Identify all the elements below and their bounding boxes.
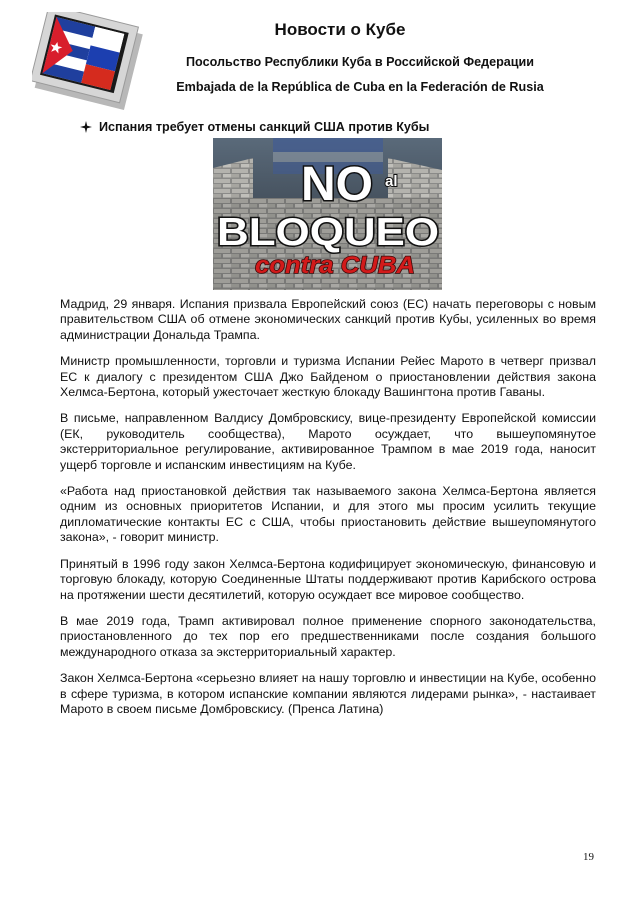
headline-text: Испания требует отмены санкций США против Кубы [99, 120, 430, 134]
banner-contra-cuba-text: contra CUBA [255, 252, 415, 279]
paragraph: Министр промышленности, торговли и туризма Испании Рейес Марото в четверг призвал ЕС к диалогу с президентом США Джо Байденом о приостановлении действия закона Хелмса-Бертона, который ужесточает жесткую блокаду Вашингтона против Гаваны. [60, 354, 596, 400]
banner-no-text: NO [301, 158, 373, 211]
banner-al-text: al [385, 173, 398, 190]
flags-logo [32, 12, 144, 116]
page-title: Новости о Кубе [274, 20, 406, 39]
paragraph: Закон Хелмса-Бертона «серьезно влияет на нашу торговлю и инвестиции на Кубе, особенно в сфере туризма, в котором испанские компании являются лидерами рынка», - настаивает Марото в своем письме Домбровскису. (Пренса Латина) [60, 671, 596, 716]
paragraph: В мае 2019 года, Трамп активировал полное применение спорного законодательства, приостановленного до тех пор его предшественниками после создания большого международного отказа за экстерриториальный характер. [60, 613, 596, 659]
article-body [60, 297, 596, 728]
no-al-bloqueo-banner [213, 138, 442, 290]
banner-bloqueo-text: BLOQUEO [217, 211, 439, 254]
diamond-bullet-icon [80, 121, 92, 133]
paragraph: Принятый в 1996 году закон Хелмса-Бертона кодифицирует экономическую, финансовую и торговую блокаду, которую Соединенные Штаты поддерживают против Карибского острова на протяжении шести десятилетий, которую осуждает все мировое сообщество. [60, 556, 596, 602]
page-number: 19 [583, 851, 594, 863]
paragraph: В письме, направленном Валдису Домбровскису, вице-президенту Европейской комиссии (ЕК, руководитель сообщества), Марото осуждает, что вышеупомянутое экстерриториальное регулирование, активированное Трампом в мае 2019 года, наносит ущерб торговле и испанским инвестициям на Кубе. [60, 411, 596, 472]
article-headline [80, 120, 429, 134]
embassy-name-ru: Посольство Республики Куба в Российской Федерации [186, 55, 534, 69]
paragraph: «Работа над приостановкой действия так называемого закона Хелмса-Бертона является одним из основных приоритетов Испании, и для этого мы просим усилить текущие дипломатические контакты ЕС с США, чтобы приостановить действие вышеупомянутого закона», - говорит министр. [60, 484, 596, 545]
paragraph: Мадрид, 29 января. Испания призвала Европейский союз (ЕС) начать переговоры с новым правительством США об отмене экономических санкций против Кубы, усиленных во время администрации Дональда Трампа. [60, 297, 596, 342]
embassy-name-es: Embajada de la República de Cuba en la Federación de Rusia [176, 80, 544, 94]
